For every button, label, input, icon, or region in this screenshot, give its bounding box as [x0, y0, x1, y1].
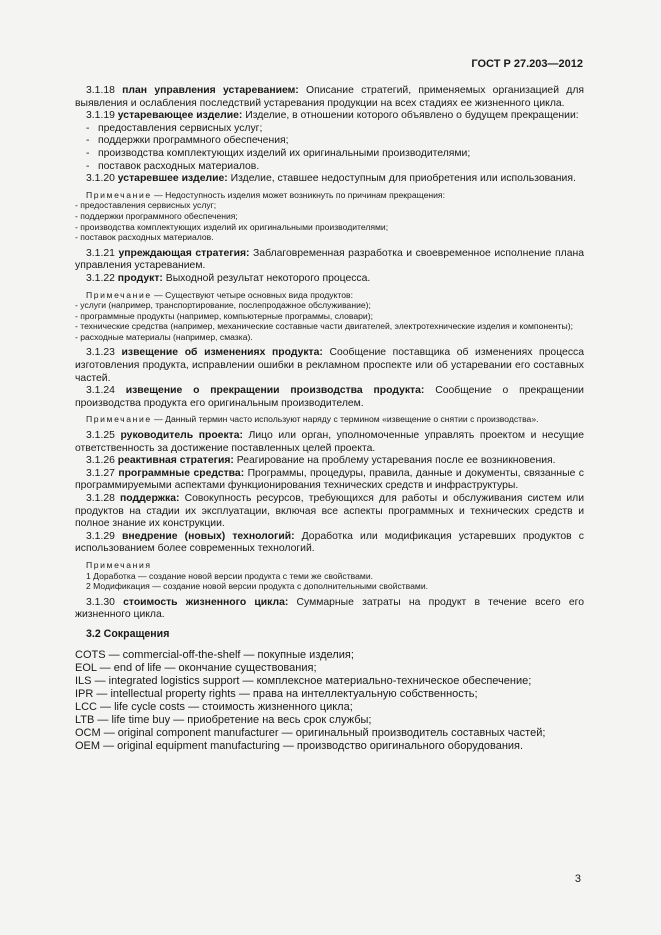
- abbreviation-item: COTS — commercial-off-the-shelf — покупные изделия;: [75, 648, 354, 661]
- term-3-1-21: 3.1.21 упреждающая стратегия: Заблаговременная разработка и своевременное исполнение плана управления устареванием.: [75, 247, 584, 272]
- note-item: - программные продукты (например, компьютерные программы, словари);: [75, 310, 373, 321]
- document-body: [75, 85, 584, 753]
- term-3-1-25: 3.1.25 руководитель проекта: Лицо или орган, уполномоченные управлять проектом и несущие ответственность за достижение поставленных целей проекта.: [75, 430, 584, 454]
- abbreviation-item: OCM — original component manufacturer — оригинальный производитель составных частей;: [75, 726, 546, 739]
- term-3-1-18: 3.1.18 план управления устареванием: Описание стратегий, применяемых организацией для выявления и ослабления последствий устаревания продукции на всех стадиях ее жизненного цикла.: [75, 85, 585, 109]
- abbreviation-item: ILS — integrated logistics support — комплексное материально-техническое обеспечение;: [75, 674, 532, 687]
- note-item: 1 Доработка — создание новой версии продукта с теми же свойствами.: [86, 570, 374, 581]
- list-item: - производства комплектующих изделий их оригинальными производителями;: [86, 147, 471, 159]
- note: Примечание — Существуют четыре основных вида продуктов:: [86, 289, 353, 300]
- section-heading: 3.2 Сокращения: [86, 627, 170, 640]
- abbreviation-item: IPR — intellectual property rights — права на интеллектуальную собственность;: [75, 687, 478, 700]
- note-item: - предоставления сервисных услуг;: [75, 200, 217, 211]
- note-item: - поставок расходных материалов.: [75, 232, 214, 243]
- term-3-1-24: 3.1.24 извещение о прекращении производства продукта: Сообщение о прекращении производства продукта его оригинальным производителем.: [75, 385, 584, 409]
- term-3-1-29: 3.1.29 внедрение (новых) технологий: Доработка или модификация устаревших продуктов с использованием более современных технологий.: [75, 530, 584, 555]
- note: Примечание — Недоступность изделия может возникнуть по причинам прекращения:: [86, 189, 445, 200]
- term-3-1-19: 3.1.19 устаревающее изделие: Изделие, в отношении которого объявлено о будущем прекращении:: [86, 110, 579, 122]
- note-item: - поддержки программного обеспечения;: [75, 210, 238, 221]
- term-3-1-26: 3.1.26 реактивная стратегия: Реагирование на проблему устаревания после ее возникновения.: [86, 455, 556, 467]
- term-3-1-28: 3.1.28 поддержка: Совокупность ресурсов, требующихся для работы и обслуживания систем или продуктов на стадии их эксплуатации, включая все аспекты программных и технических средств и полное знание их конструкции.: [75, 493, 585, 530]
- term-3-1-27: 3.1.27 программные средства: Программы, процедуры, правила, данные и документы, связанные с программируемыми аспектами функционирования технических средств и инфраструктуры.: [75, 467, 584, 492]
- note-item: - производства комплектующих изделий их оригинальными производителями;: [75, 221, 389, 232]
- abbreviation-item: OEM — original equipment manufacturing — производство оригинального оборудования.: [75, 739, 524, 752]
- obsolescent-list: [75, 123, 584, 173]
- abbreviation-item: LCC — life cycle costs — стоимость жизненного цикла;: [75, 700, 353, 713]
- term-3-1-20: 3.1.20 устаревшее изделие: Изделие, ставшее недоступным для приобретения или использования.: [86, 173, 576, 185]
- abbreviation-item: EOL — end of life — окончание существования;: [75, 661, 317, 674]
- note-item: - услуги (например, транспортирование, послепродажное обслуживание);: [75, 300, 371, 311]
- term-3-1-23: 3.1.23 извещение об изменениях продукта: Сообщение поставщика об изменениях процесса изготовления продукта, исправлении ошибки в рекламном проспекте или об устаревании его составных частей.: [75, 347, 584, 384]
- list-item: - предоставления сервисных услуг;: [86, 122, 263, 134]
- document-id: ГОСТ Р 27.203—2012: [471, 58, 583, 70]
- note-item: - технические средства (например, механические составные части двигателей, электротехнические изделия и компоненты);: [75, 321, 573, 332]
- note-item: 2 Модификация — создание новой версии продукта с дополнительными свойствами.: [86, 581, 429, 592]
- list-item: - поддержки программного обеспечения;: [86, 135, 289, 147]
- abbreviation-item: LTB — life time buy — приобретение на весь срок службы;: [75, 713, 372, 726]
- note: Примечание — Данный термин часто используют наряду с термином «извещение о снятии с производства».: [86, 414, 539, 425]
- list-item: - поставок расходных материалов.: [86, 160, 260, 172]
- term-3-1-22: 3.1.22 продукт: Выходной результат некоторого процесса.: [86, 272, 371, 284]
- notes-heading: Примечания: [86, 559, 152, 570]
- page-number: 3: [574, 873, 581, 885]
- term-3-1-30: 3.1.30 стоимость жизненного цикла: Суммарные затраты на продукт в течение всего его жизненного цикла.: [75, 596, 584, 621]
- note-item: - расходные материалы (например, смазка).: [75, 331, 253, 342]
